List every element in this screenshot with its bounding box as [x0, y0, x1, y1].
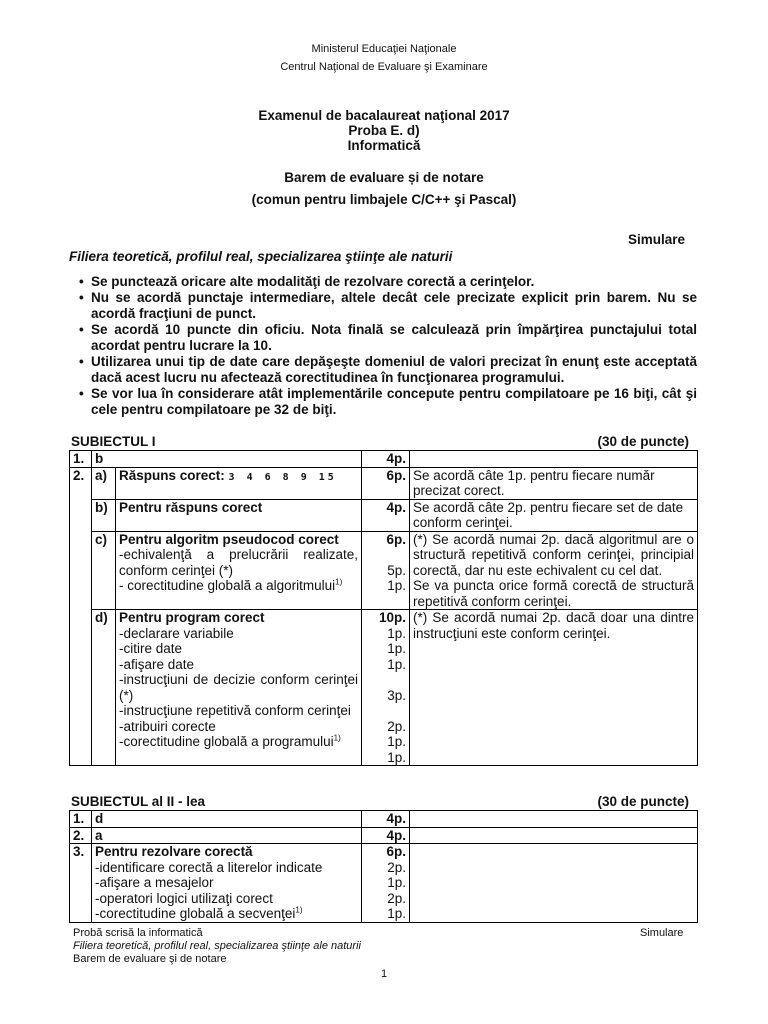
- rule-item: • Se acordă 10 puncte din oficiu. Nota finală se calculează prin împărţirea punctajului total acordat pentru lucrare la 10.: [69, 322, 697, 354]
- subject-2-points: (30 de puncte): [597, 794, 689, 809]
- criteria-item: -declarare variabile: [119, 625, 234, 641]
- general-rules-list: [69, 274, 697, 418]
- points-cell: 6p.: [362, 467, 410, 499]
- footer-line-2: Filiera teoretică, profilul real, specializarea ştiinţe ale naturii: [73, 940, 361, 952]
- bullet-icon: •: [79, 386, 84, 401]
- filiera-line: Filiera teoretică, profilul real, specializarea ştiinţe ale naturii: [69, 249, 453, 264]
- rule-item: • Se punctează oricare alte modalităţi de rezolvare corectă a cerinţelor.: [69, 274, 697, 290]
- question-number: 2.: [70, 827, 92, 844]
- bullet-icon: •: [79, 322, 84, 337]
- subject-2-table: [69, 810, 698, 923]
- subject-2-heading: [71, 794, 689, 809]
- answer-sequence: 3 4 6 8 9 15: [228, 471, 337, 483]
- table-row: [70, 827, 698, 844]
- criteria-title: Pentru program corect: [119, 610, 265, 625]
- criteria-cell: [116, 610, 362, 766]
- barem-title: Barem de evaluare și de notare: [284, 170, 484, 185]
- exam-title: Examenul de bacalaureat naţional 2017: [258, 108, 510, 123]
- criteria-item: -afişare date: [119, 656, 195, 672]
- footer-line-3: Barem de evaluare şi de notare: [73, 953, 227, 965]
- answer-cell: a: [92, 827, 362, 844]
- points-cell: 6p. 5p. 1p.: [362, 531, 410, 610]
- points-cell: 10p. 1p. 1p. 1p. 3p. 2p. 1p. 1p.: [362, 610, 410, 766]
- subject-1-points: (30 de puncte): [597, 434, 689, 449]
- notes-cell: Se acordă câte 1p. pentru fiecare număr precizat corect.: [410, 467, 698, 499]
- criteria-cell: [92, 844, 362, 923]
- rule-item: • Utilizarea unui tip de date care depăşeşte domeniul de valori precizat în enunţ este acceptată dacă acest lucru nu afectează corectitudinea în funcţionarea programului.: [69, 354, 697, 386]
- rule-item: • Nu se acordă punctaje intermediare, altele decât cele precizate explicit prin barem. Nu se acordă fracţiuni de punct.: [69, 290, 697, 322]
- ministry-name: Ministerul Educaţiei Naţionale: [311, 43, 457, 55]
- notes-cell: (*) Se acordă numai 2p. dacă doar una dintre instrucţiuni este conform cerinţei.: [410, 610, 698, 766]
- criteria-item: -echivalenţă a prelucrării realizate, conform cerinţei (*): [119, 547, 358, 578]
- criteria-item: -corectitudine globală a secvenţei$^{1)}$: [95, 905, 303, 921]
- criteria-item: -identificare corectă a literelor indicate: [95, 859, 323, 875]
- answer-cell: Pentru răspuns corect: [116, 499, 362, 531]
- question-number: 2.: [70, 467, 92, 766]
- rule-item: • Se vor lua în considerare atât implementările concepute pentru compilatoare pe 16 biţi, cât şi cele pentru compilatoare pe 32 de biţi.: [69, 386, 697, 418]
- criteria-item: -corectitudine globală a programului$^{1)}$: [119, 733, 341, 749]
- notes-cell: (*) Se acordă numai 2p. dacă algoritmul are o structură repetitivă conform cerinţei, principial corectă, dar nu este echivalent cu cel dat. Se va puncta orice formă corectă de structură repetitivă conform cerinţei.: [410, 531, 698, 610]
- footer-simulare: Simulare: [640, 927, 684, 939]
- question-number: 3.: [70, 844, 92, 923]
- answer-cell: b: [92, 451, 362, 468]
- points-cell: 4p.: [362, 451, 410, 468]
- points-cell: 6p. 2p. 1p. 2p. 1p.: [362, 844, 410, 923]
- simulare-label: Simulare: [628, 232, 686, 247]
- points-cell: 4p.: [362, 811, 410, 828]
- criteria-item: -afişare a mesajelor: [95, 875, 214, 890]
- criteria-title: Pentru rezolvare corectă: [95, 844, 253, 859]
- question-number: 1.: [70, 451, 92, 468]
- subject-1-heading: [71, 434, 689, 449]
- criteria-item: -instrucţiuni de decizie conform cerinţei (*): [119, 672, 358, 703]
- bullet-icon: •: [79, 354, 84, 369]
- subject-1-table: [69, 450, 698, 766]
- exam-subject: Informatică: [347, 138, 421, 153]
- points-cell: 4p.: [362, 499, 410, 531]
- notes-cell: [410, 844, 698, 923]
- answer-cell: Răspuns corect: 3 4 6 8 9 15: [116, 467, 362, 499]
- bullet-icon: •: [79, 274, 84, 289]
- notes-cell: [410, 451, 698, 468]
- table-row: [70, 467, 698, 499]
- footer-line-1: Probă scrisă la informatică: [73, 927, 203, 939]
- subject-1-title: SUBIECTUL I: [71, 434, 156, 449]
- subject-2-title: SUBIECTUL al II - lea: [71, 794, 206, 809]
- criteria-cell: [116, 531, 362, 610]
- criteria-item: -operatori logici utilizaţi corect: [95, 890, 273, 906]
- notes-cell: [410, 827, 698, 844]
- criteria-item: - corectitudine globală a algoritmului$^{1)}$: [119, 577, 343, 593]
- answer-cell: d: [92, 811, 362, 828]
- subquestion-letter: b): [92, 499, 116, 531]
- page-number: 1: [380, 968, 388, 980]
- exam-proba: Proba E. d): [348, 123, 420, 138]
- table-row: [70, 499, 698, 531]
- subquestion-letter: c): [92, 531, 116, 610]
- notes-cell: [410, 811, 698, 828]
- table-row: [70, 844, 698, 923]
- notes-cell: Se acordă câte 2p. pentru fiecare set de date conform cerinţei.: [410, 499, 698, 531]
- criteria-item: -citire date: [119, 641, 183, 656]
- table-row: [70, 610, 698, 766]
- question-number: 1.: [70, 811, 92, 828]
- footnote-marker: 1): [295, 905, 303, 915]
- subquestion-letter: a): [92, 467, 116, 499]
- evaluation-center-name: Centrul Naţional de Evaluare şi Examinare: [280, 61, 488, 73]
- criteria-item: -atribuiri corecte: [119, 718, 216, 734]
- criteria-title: Pentru algoritm pseudocod corect: [119, 531, 339, 547]
- table-row: [70, 811, 698, 828]
- subquestion-letter: d): [92, 610, 116, 766]
- footnote-marker: 1): [333, 733, 341, 743]
- footnote-marker: 1): [335, 577, 343, 587]
- languages-note: (comun pentru limbajele C/C++ şi Pascal): [251, 192, 517, 207]
- table-row: [70, 531, 698, 610]
- criteria-item: -instrucţiune repetitivă conform cerinţei: [119, 703, 351, 718]
- bullet-icon: •: [79, 290, 84, 305]
- table-row: [70, 451, 698, 468]
- points-cell: 4p.: [362, 827, 410, 844]
